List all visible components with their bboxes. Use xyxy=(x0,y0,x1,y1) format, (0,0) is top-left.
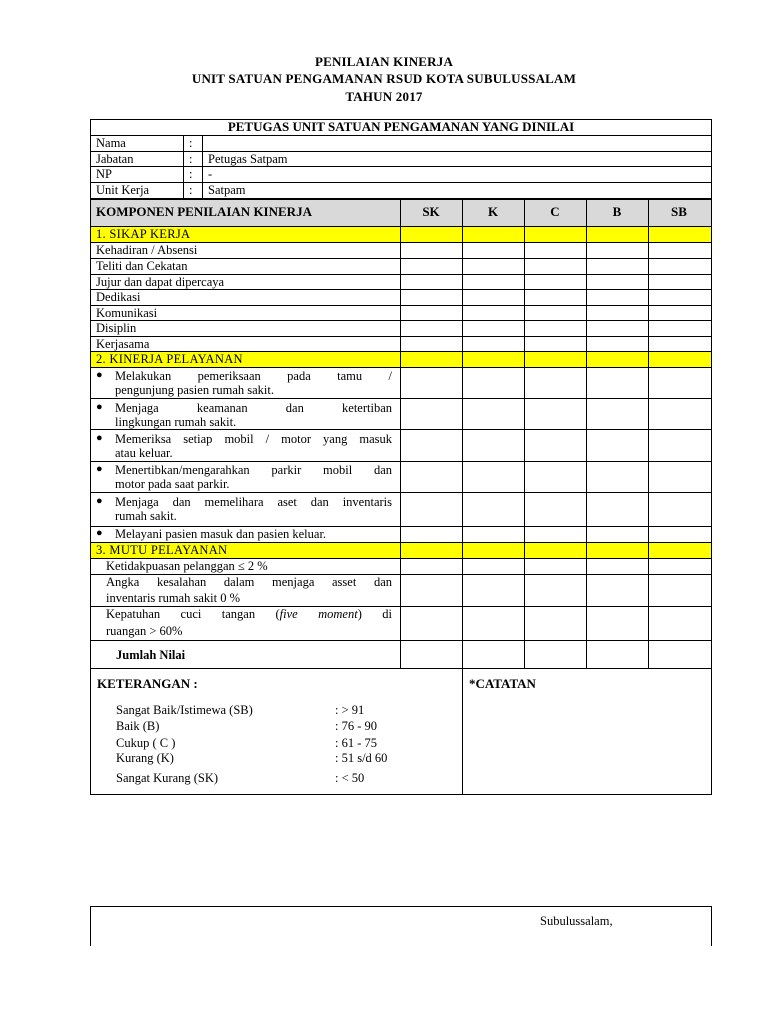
criterion-row: Menjaga keamanan dan ketertiban xyxy=(115,401,392,415)
legend-item-label: Sangat Baik/Istimewa (SB) xyxy=(116,703,253,717)
bullet-icon: ● xyxy=(96,463,103,475)
legend-item-label: Kurang (K) xyxy=(116,751,174,765)
officer-unit-field[interactable]: Satpam xyxy=(208,183,246,197)
doc-title: PENILAIAN KINERJA xyxy=(314,54,454,69)
bullet-icon: ● xyxy=(96,527,103,539)
legend-item-range: : > 91 xyxy=(335,703,365,717)
criterion-row-cont: inventaris rumah sakit 0 % xyxy=(106,591,240,605)
criterion-row: Komunikasi xyxy=(96,306,158,320)
criterion-row: Melayani pasien masuk dan pasien keluar. xyxy=(115,527,327,541)
criterion-row: Memeriksa setiap mobil / motor yang masuk xyxy=(115,432,392,446)
section-sikap-kerja: 1. SIKAP KERJA xyxy=(96,227,191,241)
officer-np-field[interactable]: - xyxy=(208,167,213,181)
bullet-icon: ● xyxy=(96,495,103,507)
officer-unit-sep: : xyxy=(189,183,193,197)
criterion-row-cont: ruangan > 60% xyxy=(106,624,183,638)
criterion-row: Jujur dan dapat dipercaya xyxy=(96,275,225,289)
criterion-row: Angka kesalahan dalam menjaga asset dan xyxy=(106,575,392,589)
notes-heading: *CATATAN xyxy=(469,676,536,691)
grade-header-c: C xyxy=(550,204,560,219)
criterion-row: Disiplin xyxy=(96,321,137,335)
criterion-row: Teliti dan Cekatan xyxy=(96,259,188,273)
bullet-icon: ● xyxy=(96,401,103,413)
criterion-row: Dedikasi xyxy=(96,290,141,304)
officer-name-label: Nama xyxy=(96,136,126,150)
criterion-row-cont: lingkungan rumah sakit. xyxy=(115,415,237,429)
legend-item-label: Cukup ( C ) xyxy=(116,736,176,750)
grade-header-b: B xyxy=(612,204,622,219)
officer-position-label: Jabatan xyxy=(96,152,134,166)
officer-unit-label: Unit Kerja xyxy=(96,183,150,197)
bullet-icon: ● xyxy=(96,432,103,444)
total-score-label: Jumlah Nilai xyxy=(116,648,186,662)
legend-heading: KETERANGAN : xyxy=(97,676,198,691)
legend-item-label: Baik (B) xyxy=(116,719,160,733)
component-header: KOMPONEN PENILAIAN KINERJA xyxy=(96,204,312,219)
grade-header-k: K xyxy=(487,204,499,219)
grade-header-sk: SK xyxy=(422,204,440,219)
criterion-row: Ketidakpuasan pelanggan ≤ 2 % xyxy=(106,559,268,573)
section-mutu-pelayanan: 3. MUTU PELAYANAN xyxy=(96,543,228,557)
signature-box xyxy=(90,906,712,946)
officer-np-label: NP xyxy=(96,167,112,181)
criterion-row-cont: rumah sakit. xyxy=(115,509,177,523)
legend-item-label: Sangat Kurang (SK) xyxy=(116,771,219,785)
criterion-row-cont: motor pada saat parkir. xyxy=(115,477,230,491)
bullet-icon: ● xyxy=(96,369,103,381)
criterion-row-cont: atau keluar. xyxy=(115,446,173,460)
criterion-row-cont: pengunjung pasien rumah sakit. xyxy=(115,383,274,397)
signature-place-date: Subulussalam, xyxy=(540,914,613,928)
officer-heading: PETUGAS UNIT SATUAN PENGAMANAN YANG DINILAI xyxy=(227,119,575,134)
officer-position-field[interactable]: Petugas Satpam xyxy=(208,152,288,166)
criterion-row: Melakukan pemeriksaan pada tamu / xyxy=(115,369,392,383)
officer-name-sep: : xyxy=(189,136,193,150)
officer-np-sep: : xyxy=(189,167,193,181)
criterion-row: Menertibkan/mengarahkan parkir mobil dan xyxy=(115,463,392,477)
criterion-row: Kehadiran / Absensi xyxy=(96,243,198,257)
criterion-row: Kepatuhan cuci tangan (five moment) di xyxy=(106,607,392,621)
officer-position-sep: : xyxy=(189,152,193,166)
legend-item-range: : < 50 xyxy=(335,771,365,785)
section-kinerja-pelayanan: 2. KINERJA PELAYANAN xyxy=(96,352,243,366)
criterion-row: Kerjasama xyxy=(96,337,150,351)
legend-item-range: : 61 - 75 xyxy=(335,736,378,750)
criterion-row: Menjaga dan memelihara aset dan inventaris xyxy=(115,495,392,509)
grade-header-sb: SB xyxy=(671,204,687,219)
legend-item-range: : 51 s/d 60 xyxy=(335,751,388,765)
doc-subtitle: UNIT SATUAN PENGAMANAN RSUD KOTA SUBULUSSALAM xyxy=(191,71,577,86)
doc-year: TAHUN 2017 xyxy=(345,89,423,104)
legend-item-range: : 76 - 90 xyxy=(335,719,378,733)
